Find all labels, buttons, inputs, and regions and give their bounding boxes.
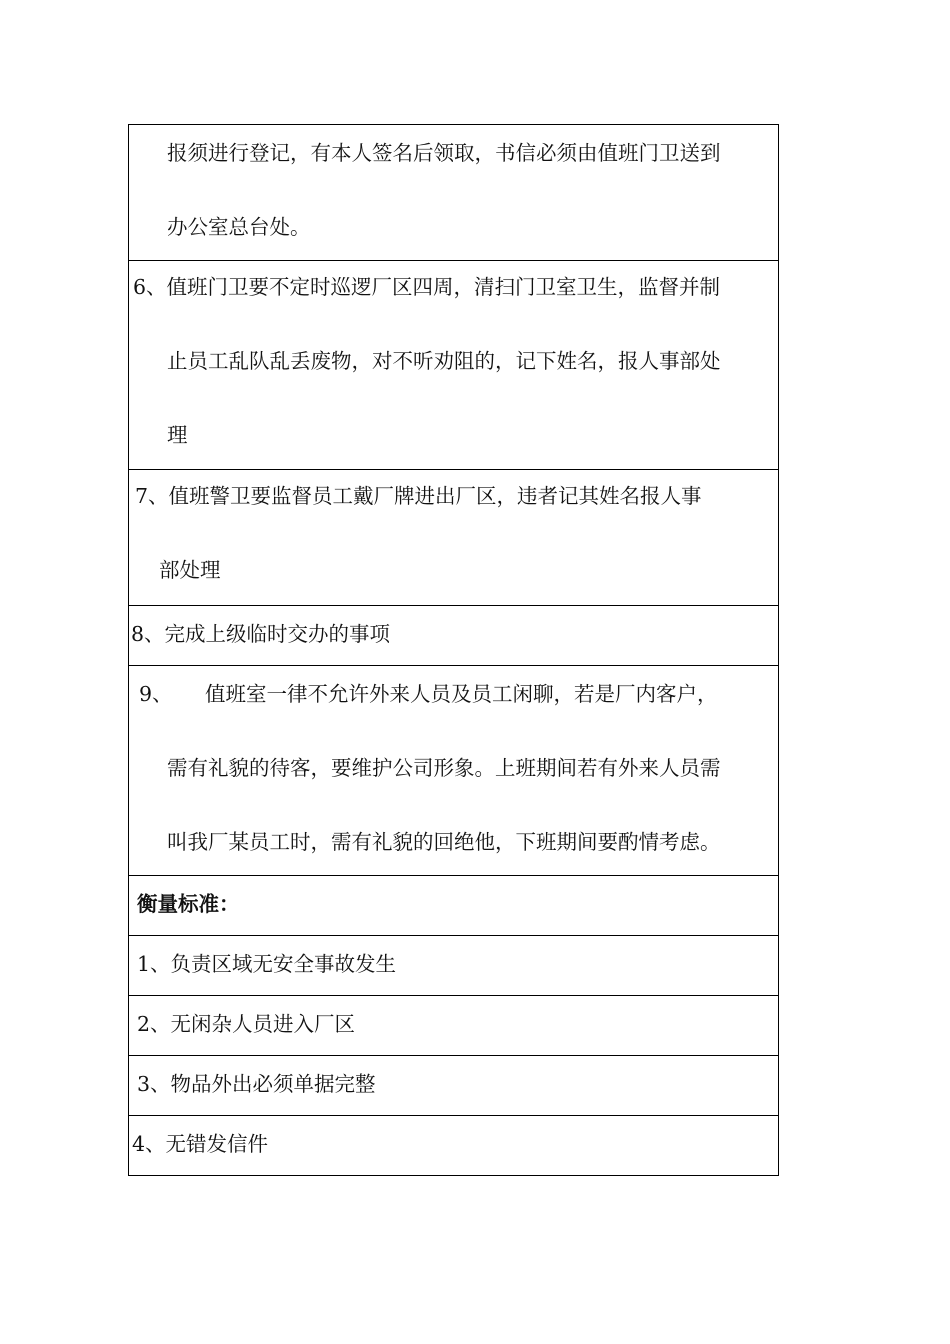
table-row [129,606,779,666]
cell-text: 7、值班警卫要监督员工戴厂牌进出厂区，违者记其姓名报人事 [135,484,702,508]
table-row [129,876,779,936]
cell-text: 理 [167,423,188,447]
table-cell [129,1056,779,1116]
cell-text: 止员工乱队乱丢废物，对不听劝阻的，记下姓名，报人事部处 [167,349,721,373]
table-cell [129,666,779,876]
cell-text: 办公室总台处。 [167,215,311,239]
cell-text: 叫我厂某员工时，需有礼貌的回绝他，下班期间要酌情考虑。 [167,830,721,854]
cell-text: 9、 [139,682,173,706]
table-cell [129,876,779,936]
table-row [129,936,779,996]
cell-text: 2、无闲杂人员进入厂区 [137,1012,356,1036]
table-row [129,666,779,876]
table-cell [129,470,779,606]
table-cell [129,936,779,996]
cell-text: 4、无错发信件 [132,1132,269,1156]
cell-text: 6、值班门卫要不定时巡逻厂区四周，清扫门卫室卫生，监督并制 [133,275,721,299]
cell-text: 部处理 [159,558,221,582]
table-cell [129,996,779,1056]
section-heading: 衡量标准： [137,892,240,916]
table-row [129,125,779,261]
table-cell [129,606,779,666]
cell-text: 值班室一律不允许外来人员及员工闲聊，若是厂内客户， [205,682,718,706]
table-row [129,261,779,470]
cell-text: 报须进行登记，有本人签名后领取，书信必须由值班门卫送到 [167,141,721,165]
cell-text: 1、负责区域无安全事故发生 [137,952,397,976]
cell-text: 8、完成上级临时交办的事项 [131,622,391,646]
table-row [129,1056,779,1116]
table-cell [129,125,779,261]
table-row [129,996,779,1056]
duty-table [128,124,779,1176]
cell-text: 需有礼貌的待客，要维护公司形象。上班期间若有外来人员需 [167,756,721,780]
table-cell [129,1116,779,1176]
cell-text: 3、物品外出必须单据完整 [137,1072,376,1096]
table-row [129,470,779,606]
table-row [129,1116,779,1176]
table-cell [129,261,779,470]
